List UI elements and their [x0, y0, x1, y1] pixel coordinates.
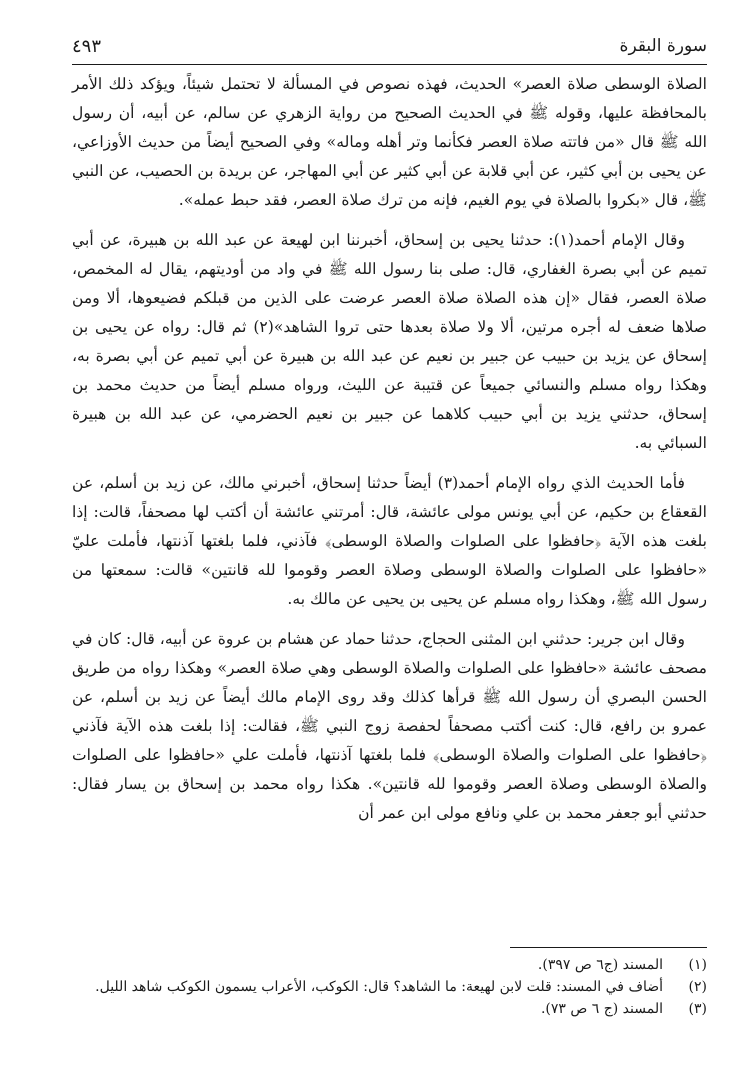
footnote-number: (٣) — [688, 1001, 707, 1017]
paragraph-3: فأما الحديث الذي رواه الإمام أحمد(٣) أيضاً حدثنا إسحاق، أخبرني مالك، عن زيد بن أسلم، عن القعقاع بن حكيم، عن أبي يونس مولى عائشة، قال: أمرتني عائشة أن أكتب لها مصحفاً، قالت: إذا بلغت هذه الآية ﴿حافظوا على الصلوات والصلاة الوسطى﴾ فآذني، فلما بلغتها آذنتها، فأملت عليّ «حافظوا على الصلوات والصلاة الوسطى وصلاة العصر وقوموا لله قانتين» قالت: سمعتها من رسول الله ﷺ، وهكذا رواه مسلم عن يحيى بن يحيى عن مالك به. — [72, 474, 707, 608]
footnote-3 — [72, 998, 707, 1020]
main-text — [72, 70, 707, 828]
footnote-number: (١) — [688, 957, 707, 973]
surah-title: سورة البقرة — [619, 36, 707, 56]
page-number: ٤٩٣ — [72, 36, 102, 57]
paragraph-1: الصلاة الوسطى صلاة العصر» الحديث، فهذه نصوص في المسألة لا تحتمل شيئاً، ويؤكد ذلك الأمر بالمحافظة عليها، وقوله ﷺ في الحديث الصحيح من رواية الزهري عن سالم، عن أبيه، أن رسول الله ﷺ قال «من فاتته صلاة العصر فكأنما وتر أهله وماله» وفي الصحيح أيضاً من حديث الأوزاعي، عن يحيى بن أبي كثير، عن أبي قلابة عن أبي كثير عن أبي المهاجر، عن بريدة بن الحصيب، عن النبي ﷺ، قال «بكروا بالصلاة في يوم الغيم، فإنه من ترك صلاة العصر، فقد حبط عمله». — [72, 75, 707, 209]
paragraph-4: وقال ابن جرير: حدثني ابن المثنى الحجاج، حدثنا حماد عن هشام بن عروة عن أبيه، قال: كان في مصحف عائشة «حافظوا على الصلوات والصلاة الوسطى وهي صلاة العصر» وهكذا رواه من طريق الحسن البصري أن رسول الله ﷺ قرأها كذلك وقد روى الإمام مالك أيضاً عن زيد بن أسلم، عن عمرو بن رافع، قال: كنت أكتب مصحفاً لحفصة زوج النبي ﷺ، فقالت: إذا بلغت هذه الآية فآذني ﴿حافظوا على الصلوات والصلاة الوسطى﴾ فلما بلغتها آذنتها، فأملت علي «حافظوا على الصلوات والصلاة الوسطى وصلاة العصر وقوموا لله قانتين». هكذا رواه محمد بن إسحاق بن يسار فقال: حدثني أبو جعفر محمد بن علي ونافع مولى ابن عمر أن — [72, 630, 707, 822]
footnotes — [72, 954, 707, 1020]
paragraph-2: وقال الإمام أحمد(١): حدثنا يحيى بن إسحاق، أخبرننا ابن لهيعة عن عبد الله بن هبيرة، عن أبي تميم عن أبي بصرة الغفاري، قال: صلى بنا رسول الله ﷺ في واد من أوديتهم، يقال له المخمص، صلاة العصر، فقال «إن هذه الصلاة صلاة العصر عرضت على الذين من قبلكم فضيعوها، ألا ومن صلاها ضعف له أجره مرتين، ألا ولا صلاة بعدها حتى تروا الشاهد»(٢) ثم قال: رواه عن يحيى بن إسحاق عن يزيد بن حبيب عن جبير بن نعيم عن عبد الله بن هبيرة عن أبي تميم عن أبي بصرة به، وهكذا رواه مسلم والنسائي جميعاً عن قتيبة عن الليث، ورواه مسلم أيضاً من حديث محمد بن إسحاق، حدثني يزيد بن أبي حبيب كلاهما عن جبير بن نعيم الحضرمي، عن عبد الله بن هبيرة السبائي به. — [72, 231, 708, 452]
footnote-text: المسند (ج ٦ ص ٧٣). — [540, 1001, 663, 1017]
footnote-number: (٢) — [688, 979, 707, 995]
footnote-text: أضاف في المسند: قلت لابن لهيعة: ما الشاهد؟ قال: الكوكب، الأعراب يسمون الكوكب شاهد الليل. — [95, 979, 663, 995]
footnote-1 — [72, 954, 707, 976]
page-header — [72, 34, 707, 65]
footnote-text: المسند (ج٦ ص ٣٩٧). — [537, 957, 663, 973]
footnote-divider — [510, 947, 707, 948]
footnote-2 — [72, 976, 707, 998]
